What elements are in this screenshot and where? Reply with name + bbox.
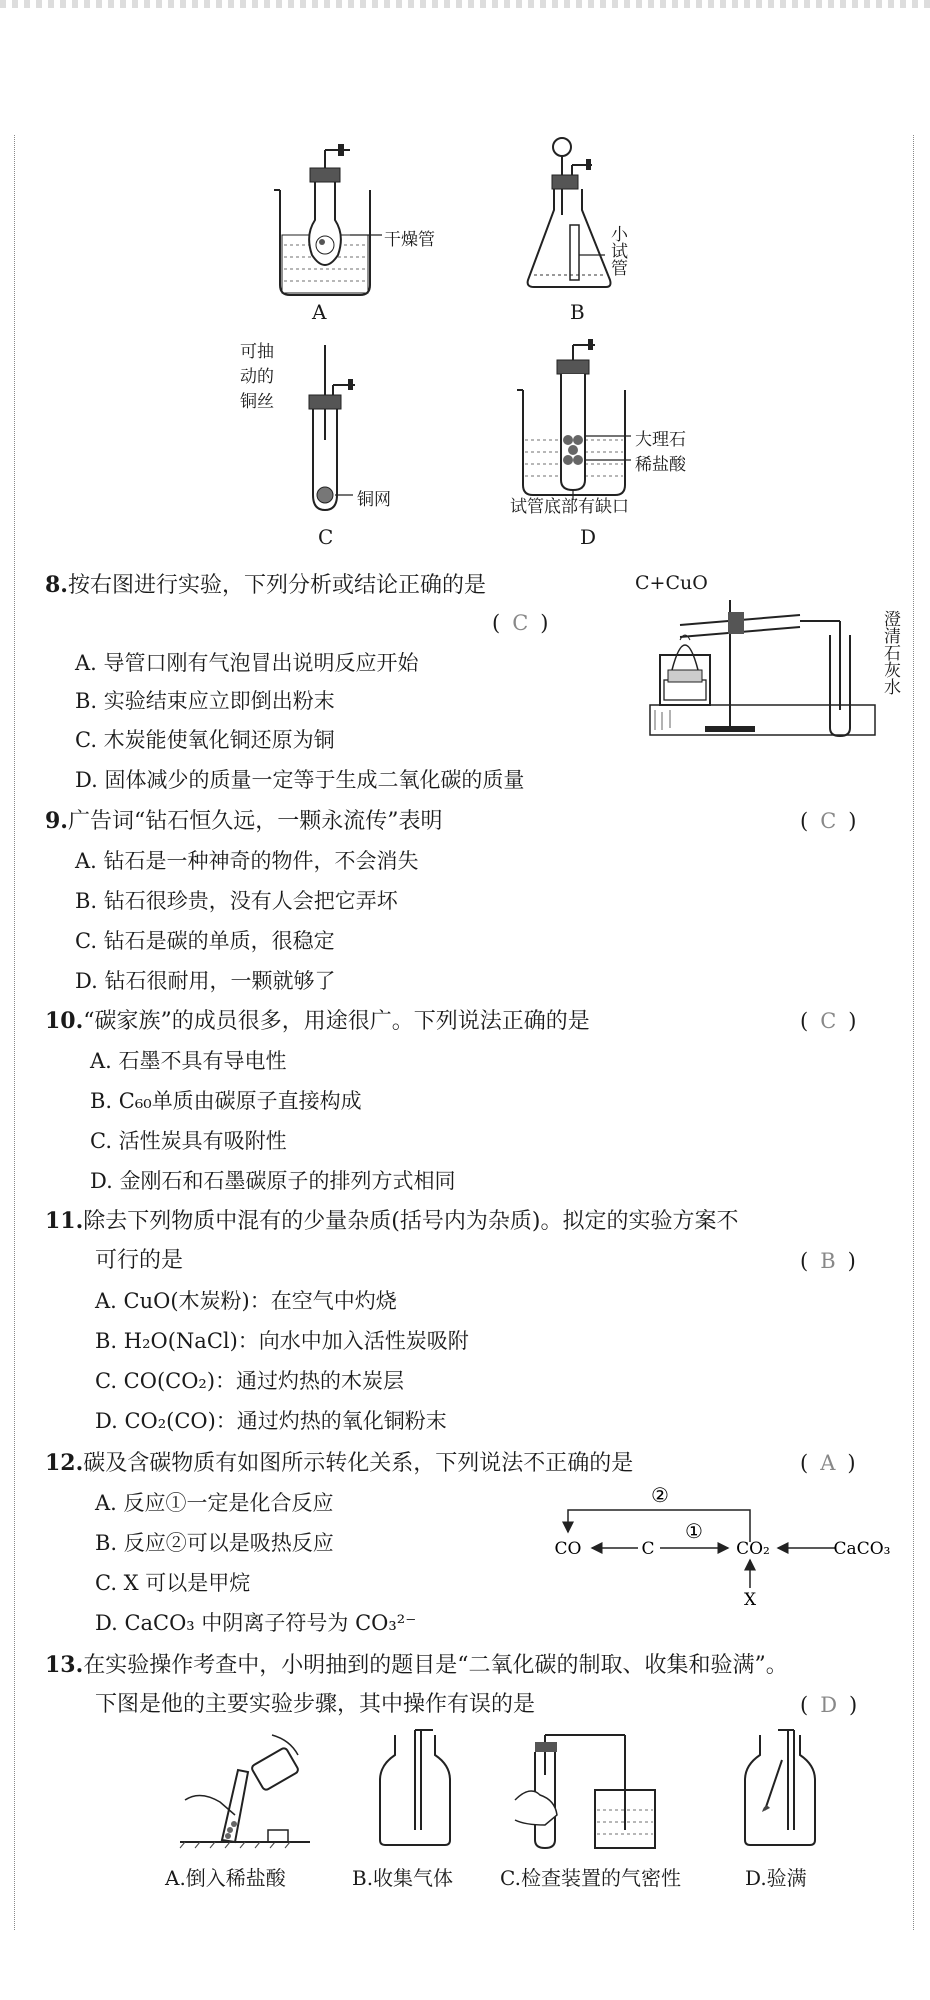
apparatus-d-figure bbox=[515, 340, 635, 500]
q8-number: 8. bbox=[45, 572, 68, 598]
label-hcl: 稀盐酸 bbox=[635, 455, 686, 475]
q10-option-b: B. C₆₀单质由碳原子直接构成 bbox=[90, 1089, 362, 1113]
q10-stem-text: “碳家族”的成员很多，用途很广。下列说法正确的是 bbox=[83, 1009, 590, 1034]
q10-option-a: A. 石墨不具有导电性 bbox=[90, 1049, 287, 1073]
q13-stem-text: 在实验操作考查中，小明抽到的题目是“二氧化碳的制取、收集和验满”。 bbox=[83, 1653, 788, 1678]
q12-option-d: D. CaCO₃ 中阴离子符号为 CO₃²⁻ bbox=[95, 1611, 417, 1635]
q11-number: 11. bbox=[45, 1208, 84, 1234]
label-marble: 大理石 bbox=[635, 430, 686, 450]
q8-option-c: C. 木炭能使氧化铜还原为铜 bbox=[75, 728, 335, 752]
q10-number: 10. bbox=[45, 1008, 84, 1034]
q13-caption-b: B.收集气体 bbox=[352, 1866, 454, 1890]
q13-number: 13. bbox=[45, 1652, 84, 1678]
q9-stem-text: 广告词“钻石恒久远，一颗永流传”表明 bbox=[67, 809, 443, 834]
q8-stem-text: 按右图进行实验，下列分析或结论正确的是 bbox=[67, 573, 486, 598]
label-copper-wire: 可抽动的铜丝 bbox=[240, 342, 274, 412]
q12-node-caco3: CaCO₃ bbox=[833, 1539, 891, 1559]
label-small-tube: 小试管 bbox=[607, 225, 627, 276]
q8-apparatus-figure bbox=[650, 600, 880, 740]
q8-label-reactants: C+CuO bbox=[635, 572, 708, 594]
q8-stem bbox=[45, 572, 486, 599]
q12-node-c: C bbox=[641, 1539, 655, 1559]
label-dry-tube: 干燥管 bbox=[384, 230, 435, 250]
label-copper-mesh: 铜网 bbox=[357, 490, 391, 510]
q9-option-d: D. 钻石很耐用，一颗就够了 bbox=[75, 969, 336, 993]
q8-option-d: D. 固体减少的质量一定等于生成二氧化碳的质量 bbox=[75, 768, 525, 792]
q8-answer: ( C ) bbox=[492, 611, 549, 635]
q9-answer: ( C ) bbox=[800, 809, 857, 833]
q12-option-c: C. X 可以是甲烷 bbox=[95, 1571, 251, 1595]
q13-figure-c bbox=[515, 1730, 665, 1855]
q12-arrow-2-label: ② bbox=[651, 1483, 669, 1507]
q8-label-limewater: 澄清石灰水 bbox=[880, 610, 900, 695]
q11-answer: ( B ) bbox=[800, 1249, 856, 1273]
q13-figure-d bbox=[740, 1730, 830, 1850]
q13-caption-c: C.检查装置的气密性 bbox=[500, 1866, 681, 1890]
q13-figure-a bbox=[180, 1730, 310, 1850]
q11-option-b: B. H₂O(NaCl)：向水中加入活性炭吸附 bbox=[95, 1329, 469, 1353]
apparatus-a-figure bbox=[270, 160, 380, 300]
q12-node-x: X bbox=[743, 1590, 757, 1610]
q12-stem-text: 碳及含碳物质有如图所示转化关系，下列说法不正确的是 bbox=[83, 1451, 634, 1476]
q9-option-c: C. 钻石是碳的单质，很稳定 bbox=[75, 929, 335, 953]
q12-node-co: CO bbox=[554, 1539, 582, 1559]
q12-node-co2: CO₂ bbox=[736, 1539, 770, 1559]
q9-stem bbox=[45, 808, 442, 835]
q10-answer: ( C ) bbox=[800, 1009, 857, 1033]
q13-caption-a: A.倒入稀盐酸 bbox=[165, 1866, 286, 1890]
caption-c: C bbox=[318, 525, 334, 549]
q12-number: 12. bbox=[45, 1450, 84, 1476]
scan-top-strip bbox=[0, 0, 930, 8]
q12-option-a: A. 反应①一定是化合反应 bbox=[95, 1491, 334, 1515]
q12-stem bbox=[45, 1450, 633, 1477]
q13-caption-d: D.验满 bbox=[745, 1866, 807, 1890]
q13-stem-line2: 下图是他的主要实验步骤，其中操作有误的是 bbox=[95, 1692, 536, 1717]
q11-stem-text: 除去下列物质中混有的少量杂质(括号内为杂质)。拟定的实验方案不 bbox=[83, 1209, 739, 1234]
q10-option-d: D. 金刚石和石墨碳原子的排列方式相同 bbox=[90, 1169, 456, 1193]
q8-option-b: B. 实验结束应立即倒出粉末 bbox=[75, 689, 335, 713]
caption-b: B bbox=[570, 300, 585, 324]
q9-number: 9. bbox=[45, 808, 68, 834]
q11-stem-line1 bbox=[45, 1208, 738, 1235]
q11-option-c: C. CO(CO₂)：通过灼热的木炭层 bbox=[95, 1369, 405, 1393]
q12-arrow-1-label: ① bbox=[685, 1519, 703, 1543]
q12-option-b: B. 反应②可以是吸热反应 bbox=[95, 1531, 334, 1555]
q8-option-a: A. 导管口刚有气泡冒出说明反应开始 bbox=[75, 651, 419, 675]
q11-stem-line2: 可行的是 bbox=[95, 1248, 184, 1273]
q12-conversion-diagram bbox=[550, 1480, 890, 1610]
q10-option-c: C. 活性炭具有吸附性 bbox=[90, 1129, 287, 1153]
caption-a: A bbox=[312, 300, 327, 324]
q13-answer: ( D ) bbox=[800, 1693, 858, 1717]
label-tube-bottom: 试管底部有缺口 bbox=[510, 497, 629, 517]
q13-stem-line1 bbox=[45, 1652, 788, 1679]
q9-option-a: A. 钻石是一种神奇的物件，不会消失 bbox=[75, 849, 419, 873]
q10-stem bbox=[45, 1008, 590, 1035]
q11-option-a: A. CuO(木炭粉)：在空气中灼烧 bbox=[95, 1289, 397, 1313]
q11-option-d: D. CO₂(CO)：通过灼热的氧化铜粉末 bbox=[95, 1409, 447, 1433]
q9-option-b: B. 钻石很珍贵，没有人会把它弄坏 bbox=[75, 889, 398, 913]
q13-figure-b bbox=[375, 1730, 455, 1850]
q12-answer: ( A ) bbox=[800, 1451, 856, 1475]
caption-d: D bbox=[580, 525, 597, 549]
